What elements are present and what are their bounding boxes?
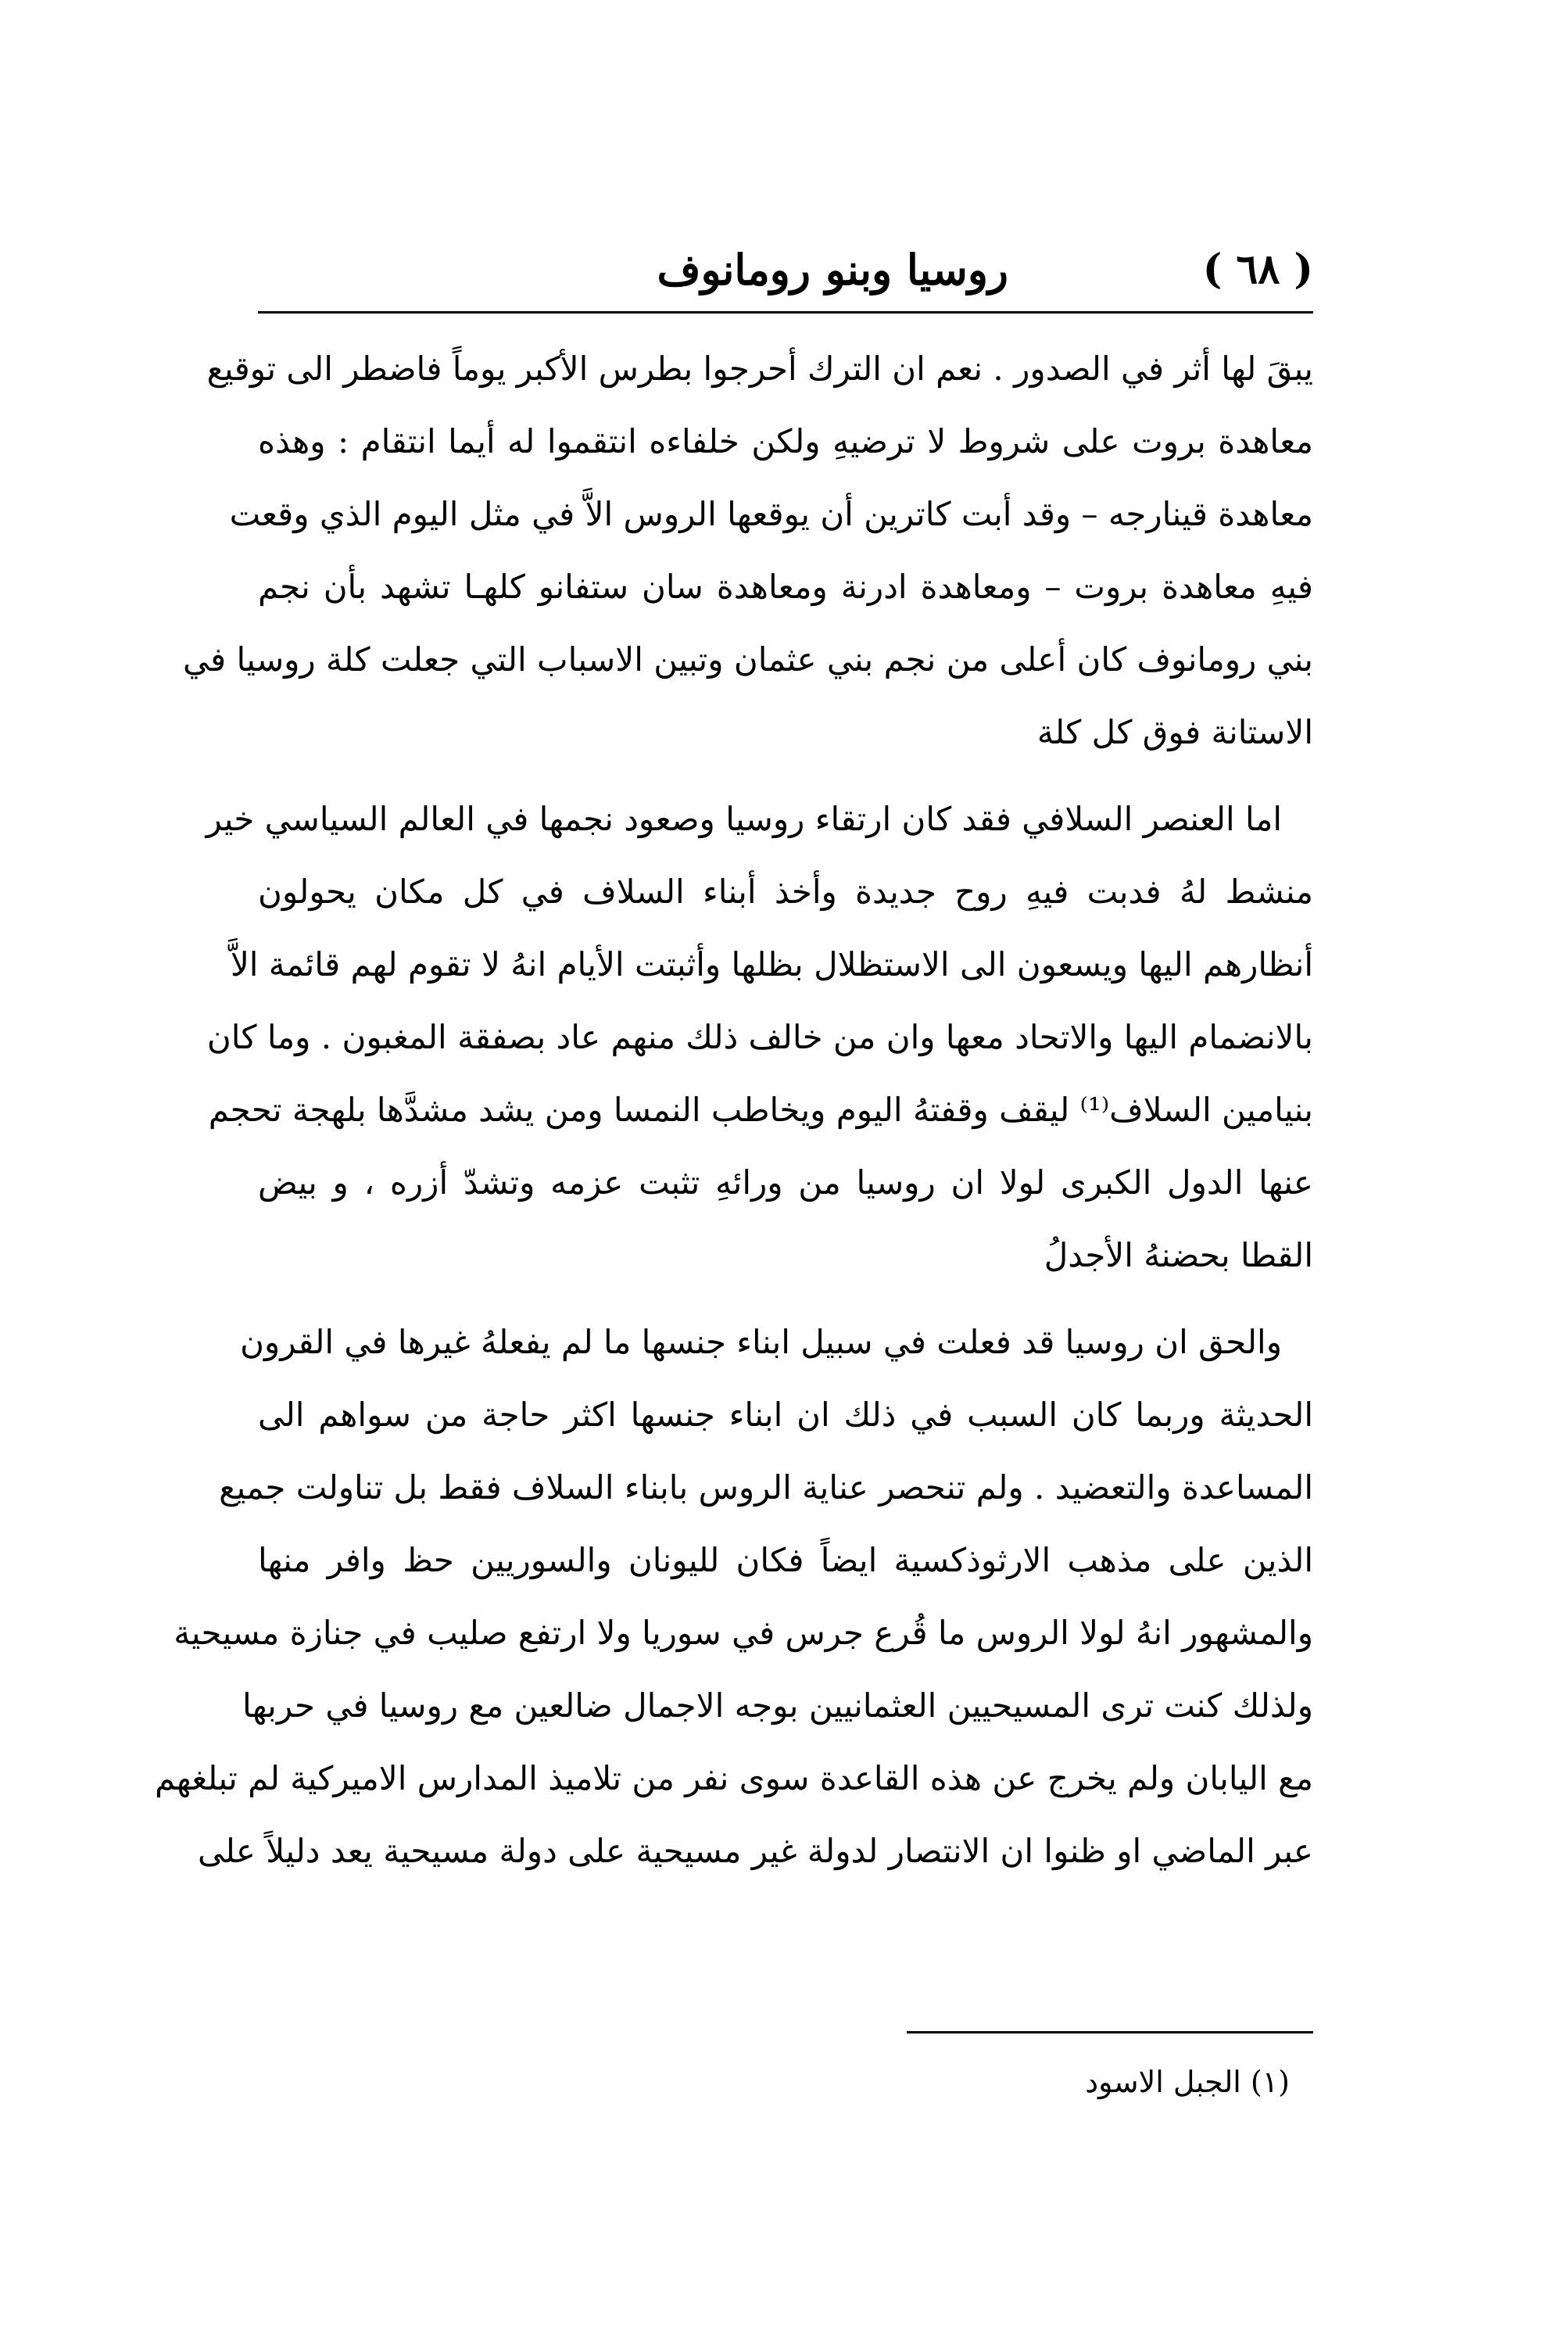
text-line: أنظارهم اليها ويسعون الى الاستظلال بظلها وأثبتت الأيام انهُ لا تقوم لهم قائمة الاَّ xyxy=(230,945,1313,984)
paragraph-1 xyxy=(183,332,1313,769)
text-line: الذين على مذهب الارثوذكسية ايضاً فكان لليونان والسوريين حظ وافر منها xyxy=(258,1541,1313,1579)
text-line: المساعدة والتعضيد . ولم تنحصر عناية الروس بابناء السلاف فقط بل تناولت جميع xyxy=(219,1468,1313,1507)
text-line: اما العنصر السلافي فقد كان ارتقاء روسيا وصعود نجمها في العالم السياسي خير xyxy=(206,800,1282,838)
text-line: بني رومانوف كان أعلى من نجم بني عثمان وتبين الاسباب التي جعلت كلة روسيا في xyxy=(183,640,1313,679)
text-line: الاستانة فوق كل كلة xyxy=(1036,713,1313,751)
text-line: معاهدة بروت على شروط لا ترضيهِ ولكن خلفاءه انتقموا له أيما انتقام : وهذه xyxy=(258,422,1313,460)
text-line: عبر الماضي او ظنوا ان الانتصار لدولة غير مسيحية على دولة مسيحية يعد دليلاً على xyxy=(197,1832,1313,1870)
paragraph-2 xyxy=(206,783,1313,1292)
text-line: منشط لهُ فدبت فيهِ روح جديدة وأخذ أبناء السلاف في كل مكان يحولون xyxy=(258,872,1313,911)
text-line: فيهِ معاهدة بروت – ومعاهدة ادرنة ومعاهدة سان ستفانو كلهـا تشهد بأن نجم xyxy=(258,568,1313,606)
text-line: والمشهور انهُ لولا الروس ما قُرع جرس في سوريا ولا ارتفع صليب في جنازة مسيحية xyxy=(174,1614,1313,1652)
text-line: الحديثة وربما كان السبب في ذلك ان ابناء جنسها اكثر حاجة من سواهم الى xyxy=(258,1396,1313,1434)
text-line: بنيامين السلاف⁽¹⁾ ليقف وقفتهُ اليوم ويخاطب النمسا ومن يشد مشدَّها بلهجة تحجم xyxy=(208,1091,1313,1129)
text-line: بالانضمام اليها والاتحاد معها وان من خالف ذلك منهم عاد بصفقة المغبون . وما كان xyxy=(206,1018,1313,1056)
running-title: روسيا وبنو رومانوف xyxy=(657,245,1008,295)
body-text xyxy=(154,332,1313,1887)
text-line: معاهدة قينارجه – وقد أبت كاترين أن يوقعها الروس الاَّ في مثل اليوم الذي وقعت xyxy=(229,495,1313,533)
footnote: (١) الجبل الاسود xyxy=(1085,2065,1290,2099)
paragraph-spacer xyxy=(258,769,1313,783)
page-header xyxy=(258,235,1313,305)
text-line: القطا بحضنهُ الأجدلُ xyxy=(1044,1236,1313,1274)
paragraph-3 xyxy=(154,1306,1313,1887)
text-line: مع اليابان ولم يخرج عن هذه القاعدة سوى نفر من تلاميذ المدارس الاميركية لم تبلغهم xyxy=(154,1759,1313,1797)
text-line: ولذلك كنت ترى المسيحيين العثمانيين بوجه الاجمال ضالعين مع روسيا في حربها xyxy=(242,1686,1313,1725)
paragraph-spacer xyxy=(258,1292,1313,1306)
text-line: يبقَ لها أثر في الصدور . نعم ان الترك أحرجوا بطرس الأكبر يوماً فاضطر الى توقيع xyxy=(206,349,1313,388)
text-line: عنها الدول الكبرى لولا ان روسيا من ورائهِ تثبت عزمه وتشدّ أزره ، و بيض xyxy=(258,1163,1313,1202)
page-number: ( ٦٨ ) xyxy=(1202,245,1313,293)
header-divider xyxy=(258,311,1313,314)
text-line: والحق ان روسيا قد فعلت في سبيل ابناء جنسها ما لم يفعلهُ غيرها في القرون xyxy=(240,1323,1282,1361)
footnote-divider xyxy=(907,2031,1313,2033)
